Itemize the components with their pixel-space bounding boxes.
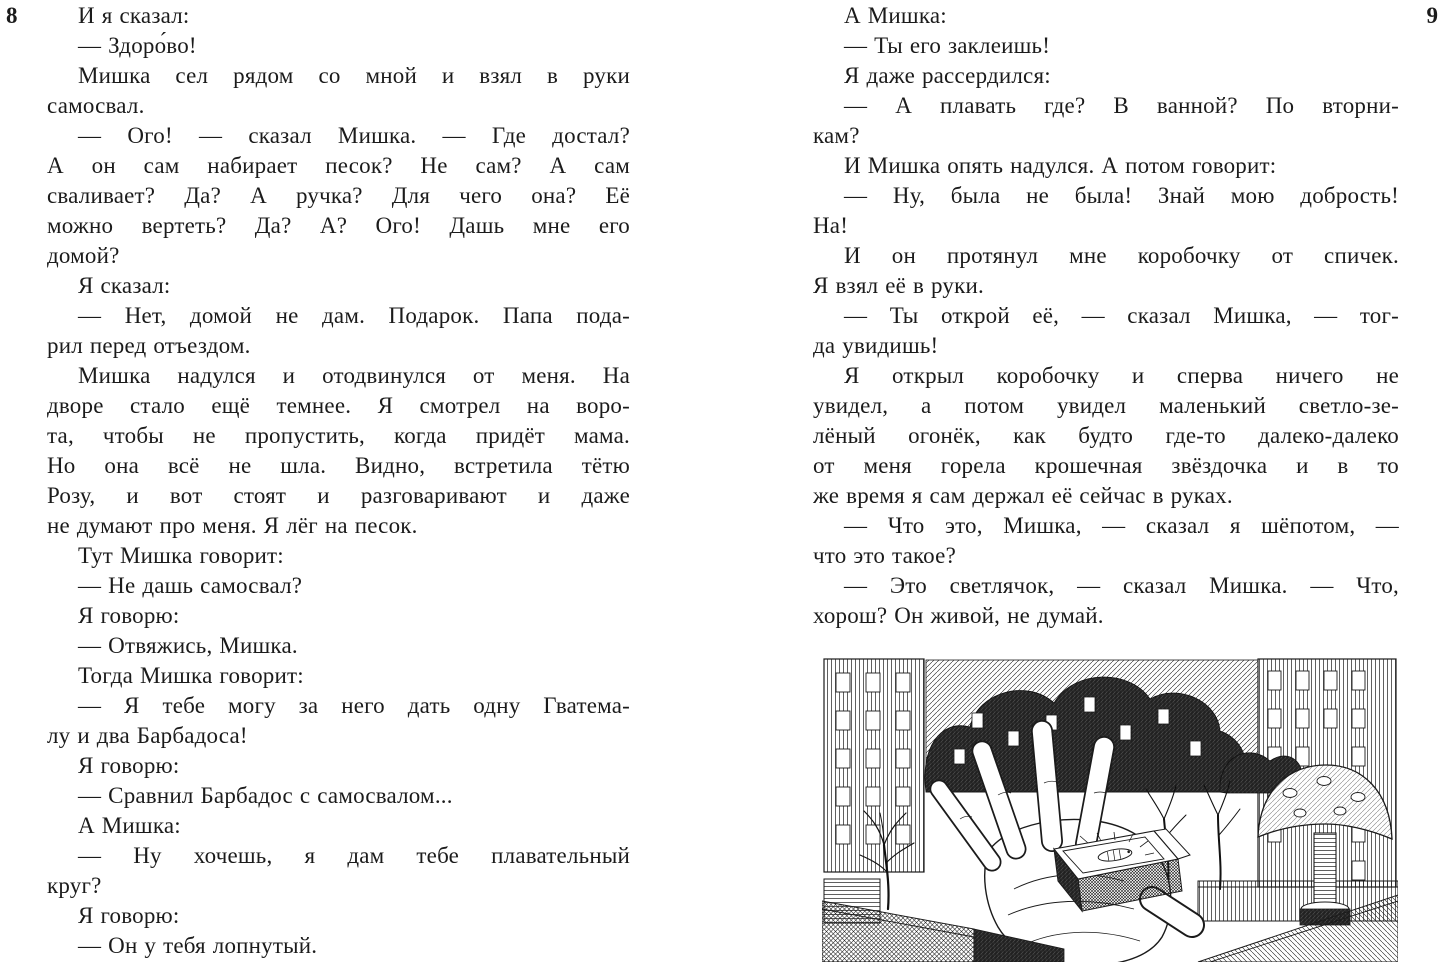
paragraph <box>47 901 630 931</box>
paragraph <box>47 691 630 751</box>
text-line: А Мишка: <box>844 3 947 28</box>
text-line: — Это светлячок, — сказал Мишка. — Что, <box>844 573 1399 598</box>
text-line: — Ну хочешь, я дам тебе плавательный <box>78 843 630 868</box>
paragraph <box>813 31 1399 61</box>
text-line: не думают про меня. Я лёг на песок. <box>47 513 418 538</box>
text-line: от меня горела крошечная звёздочка и в то <box>813 453 1399 478</box>
text-line: же время я сам держал её сейчас в руках. <box>813 483 1233 508</box>
text-line: та, чтобы не пропустить, когда придёт мама. <box>47 423 630 448</box>
text-line: Тут Мишка говорит: <box>78 543 284 568</box>
text-line: самосвал. <box>47 93 145 118</box>
text-line: И он протянул мне коробочку от спичек. <box>844 243 1399 268</box>
text-line: можно вертеть? Да? А? Ого! Дашь мне его <box>47 213 630 238</box>
paragraph <box>813 91 1399 151</box>
paragraph <box>47 661 630 691</box>
text-line: кам? <box>813 123 860 148</box>
text-line: — Отвяжись, Мишка. <box>78 633 298 658</box>
paragraph <box>47 631 630 661</box>
text-line: И Мишка опять надулся. А потом говорит: <box>844 153 1277 178</box>
paragraph <box>813 61 1399 91</box>
text-line: — Ты открой её, — сказал Мишка, — тог- <box>844 303 1399 328</box>
paragraph <box>813 571 1399 631</box>
book-illustration <box>822 657 1398 962</box>
text-line: И я сказал: <box>78 3 190 28</box>
paragraph <box>47 841 630 901</box>
paragraph <box>813 181 1399 241</box>
text-line: — Что это, Мишка, — сказал я шёпотом, — <box>844 513 1399 538</box>
text-line: Я даже рассердился: <box>844 63 1051 88</box>
text-line: — Не дашь самосвал? <box>78 573 303 598</box>
text-line: На! <box>813 213 849 238</box>
page-left-text <box>47 1 630 961</box>
paragraph <box>47 301 630 361</box>
text-line: — А плавать где? В ванной? По вторни- <box>844 93 1399 118</box>
text-line: сваливает? Да? А ручка? Для чего она? Её <box>47 183 630 208</box>
text-line: Я взял её в руки. <box>813 273 984 298</box>
text-line: Тогда Мишка говорит: <box>78 663 304 688</box>
paragraph <box>47 931 630 961</box>
paragraph <box>813 361 1399 511</box>
paragraph <box>813 511 1399 571</box>
paragraph <box>813 151 1399 181</box>
paragraph <box>47 571 630 601</box>
text-line: Мишка надулся и отодвинулся от меня. На <box>78 363 630 388</box>
paragraph <box>47 361 630 541</box>
paragraph <box>47 811 630 841</box>
text-line: — Сравнил Барбадос с самосвалом... <box>78 783 453 808</box>
text-line: лёный огонёк, как будто где-то далеко-далеко <box>813 423 1399 448</box>
paragraph <box>47 31 630 61</box>
page-number-right: 9 <box>1426 3 1438 28</box>
text-line: — Ого! — сказал Мишка. — Где достал? <box>78 123 630 148</box>
paragraph <box>47 121 630 271</box>
text-line: лу и два Барбадоса! <box>47 723 248 748</box>
text-line: дворе стало ещё темнее. Я смотрел на воро- <box>47 393 630 418</box>
text-line: А он сам набирает песок? Не сам? А сам <box>47 153 630 178</box>
paragraph <box>813 301 1399 361</box>
illustration-svg <box>822 657 1398 962</box>
text-line: Я говорю: <box>78 903 180 928</box>
text-line: — Ну, была не была! Знай мою добрость! <box>844 183 1399 208</box>
text-line: А Мишка: <box>78 813 181 838</box>
text-line: — Он у тебя лопнутый. <box>78 933 318 958</box>
text-line: Но она всё не шла. Видно, встретила тётю <box>47 453 630 478</box>
text-line: домой? <box>47 243 120 268</box>
text-line: Я говорю: <box>78 603 180 628</box>
text-line: — Ты его заклеишь! <box>844 33 1051 58</box>
text-line: Мишка сел рядом со мной и взял в руки <box>78 63 630 88</box>
text-line: да увидишь! <box>813 333 939 358</box>
text-line: Розу, и вот стоят и разговаривают и даже <box>47 483 630 508</box>
paragraph <box>47 271 630 301</box>
paragraph <box>47 541 630 571</box>
paragraph <box>47 61 630 121</box>
text-line: — Здоро́во! <box>78 33 197 58</box>
text-line: круг? <box>47 873 102 898</box>
text-line: хорош? Он живой, не думай. <box>813 603 1104 628</box>
text-line: увидел, а потом увидел маленький светло-зе- <box>813 393 1399 418</box>
page-number-left: 8 <box>6 3 18 28</box>
paragraph <box>813 241 1399 301</box>
text-line: Я говорю: <box>78 753 180 778</box>
paragraph <box>47 781 630 811</box>
text-line: — Нет, домой не дам. Подарок. Папа пода- <box>78 303 630 328</box>
paragraph <box>813 1 1399 31</box>
text-line: — Я тебе могу за него дать одну Гватема- <box>78 693 630 718</box>
text-line: Я открыл коробочку и сперва ничего не <box>844 363 1399 388</box>
text-line: что это такое? <box>813 543 956 568</box>
text-line: рил перед отъездом. <box>47 333 251 358</box>
paragraph <box>47 751 630 781</box>
text-line: Я сказал: <box>78 273 171 298</box>
paragraph <box>47 601 630 631</box>
page-right-text <box>813 1 1399 631</box>
paragraph <box>47 1 630 31</box>
